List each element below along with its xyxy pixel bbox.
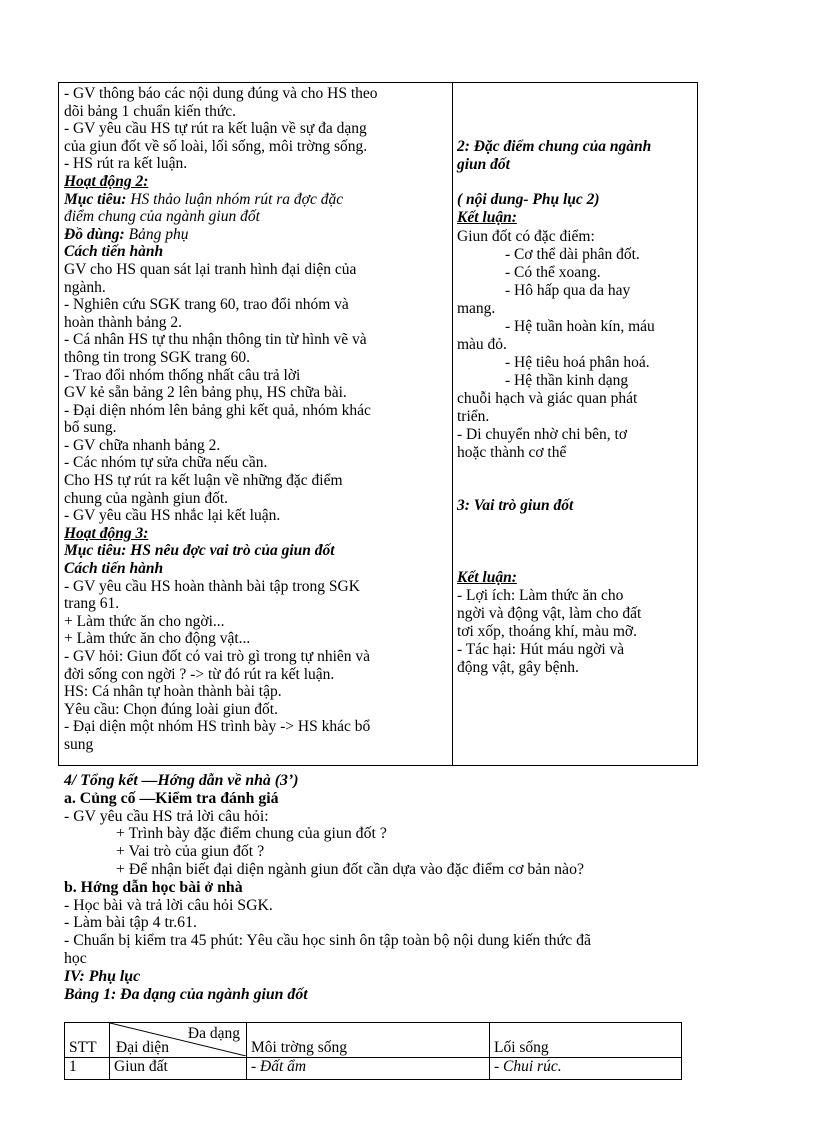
conclusion-label: Kết luận:: [457, 209, 517, 226]
appendix-heading: IV: Phụ lục: [64, 967, 141, 985]
method-heading: Cách tiến hành: [64, 243, 164, 261]
text-line: - Học bài và trả lời câu hỏi SGK.: [64, 896, 273, 914]
header-environment: Môi trờng sống: [247, 1023, 490, 1058]
goal-text: HS thảo luận nhóm rút ra đợc đặc: [126, 190, 344, 208]
text-line: Giun đốt có đặc điểm:: [457, 228, 595, 245]
text-line: triển.: [457, 408, 490, 425]
activity-2-goal: [64, 191, 448, 209]
question-item: + Trình bày đặc điểm chung của giun đốt ?: [116, 825, 387, 843]
text-line: - Hệ tiêu hoá phân hoá.: [505, 354, 650, 371]
text-line: tơi xốp, thoáng khí, màu mỡ.: [457, 623, 637, 640]
text-line: dõi bảng 1 chuẩn kiến thức.: [64, 102, 236, 120]
section-3-heading: 3: Vai trò giun đốt: [457, 497, 574, 514]
text-line: - Nghiên cứu SGK trang 60, trao đổi nhóm và: [64, 296, 349, 314]
text-line: HS: Cá nhân tự hoàn thành bài tập.: [64, 683, 282, 701]
text-line: - Di chuyển nhờ chi bên, tơ: [457, 426, 628, 443]
text-line: trang 61.: [64, 595, 120, 613]
header-representative: Đại diện: [116, 1039, 169, 1057]
conclusion-label: Kết luận:: [457, 569, 517, 586]
table-header-row: [65, 1023, 682, 1058]
text-line: - Các nhóm tự sửa chữa nếu cần.: [64, 454, 268, 472]
text-line: mang.: [457, 300, 496, 317]
text-line: - Đại diện nhóm lên bảng ghi kết quả, nhóm khác: [64, 401, 371, 419]
activity-2-heading: Hoạt động 2:: [64, 172, 149, 190]
activity-3-goal: Mục tiêu: HS nêu đợc vai trò của giun đốt: [64, 542, 335, 560]
text-line: chung của ngành giun đốt.: [64, 489, 229, 507]
text-line: - Hô hấp qua da hay: [505, 282, 631, 299]
diversity-table: [64, 1022, 682, 1080]
text-line: Yêu cầu: Chọn đúng loài giun đốt.: [64, 700, 278, 718]
question-item: + Vai trò của giun đốt ?: [116, 843, 265, 861]
table-1-caption: Bảng 1: Đa dạng của ngành giun đốt: [64, 985, 308, 1003]
text-line: hoàn thành bảng 2.: [64, 313, 182, 331]
text-line: + Làm thức ăn cho động vật...: [64, 630, 251, 648]
text-line: - GV chữa nhanh bảng 2.: [64, 436, 221, 454]
section-2-content-ref: ( nội dung- Phụ lục 2): [457, 191, 600, 208]
table-row: [65, 1058, 682, 1080]
text-line: động vật, gây bệnh.: [457, 659, 579, 676]
summary-section: [64, 772, 744, 1003]
cell-environment: - Đất ẩm: [247, 1058, 490, 1080]
activity-2-tools: [64, 226, 448, 244]
text-line: ngời và động vật, làm cho đất: [457, 605, 642, 622]
header-lifestyle: Lối sống: [490, 1023, 682, 1058]
text-line: GV kẻ sẵn bảng 2 lên bảng phụ, HS chữa bài.: [64, 384, 347, 402]
text-line: - Đại diện một nhóm HS trình bày -> HS khác bổ: [64, 718, 371, 736]
text-line: - GV hỏi: Giun đốt có vai trò gì trong tự nhiên và: [64, 648, 371, 665]
text-line: GV cho HS quan sát lại tranh hình đại diện của: [64, 260, 357, 278]
text-line: điểm chung của ngành giun đốt: [64, 208, 260, 226]
text-line: - Cơ thể dài phân đốt.: [505, 246, 640, 263]
text-line: - Làm bài tập 4 tr.61.: [64, 914, 197, 932]
lesson-table: [58, 82, 698, 766]
cell-name: Giun đất: [110, 1058, 247, 1080]
text-line: bổ sung.: [64, 419, 117, 437]
section-2-heading: giun đốt: [457, 156, 510, 173]
text-line: - Tác hại: Hút máu ngời và: [457, 641, 625, 658]
text-line: thông tin trong SGK trang 60.: [64, 348, 250, 366]
cell-lifestyle: - Chui rúc.: [490, 1058, 682, 1080]
header-diagonal-cell: [110, 1023, 247, 1058]
text-line: sung: [64, 735, 94, 753]
text-line: - GV yêu cầu HS nhắc lại kết luận.: [64, 507, 281, 525]
question-item: + Để nhận biết đại diện ngành giun đốt cần dựa vào đặc điểm cơ bản nào?: [116, 860, 584, 878]
text-line: - Lợi ích: Làm thức ăn cho: [457, 587, 624, 604]
text-line: hoặc thành cơ thể: [457, 444, 567, 461]
text-line: - GV yêu cầu HS tự rút ra kết luận về sự đa dạng: [64, 120, 367, 138]
text-line: - Cá nhân HS tự thu nhận thông tin từ hình vẽ và: [64, 331, 367, 349]
tools-label: Đồ dùng:: [64, 225, 125, 243]
text-line: - HS rút ra kết luận.: [64, 155, 188, 173]
section-2-heading: 2: Đặc điểm chung của ngành: [457, 138, 652, 155]
text-line: - Trao đổi nhóm thống nhất câu trả lời: [64, 366, 301, 384]
text-line: - GV yêu cầu HS hoàn thành bài tập trong SGK: [64, 577, 360, 595]
teacher-student-activities: [64, 85, 448, 754]
column-divider: [452, 83, 453, 765]
text-line: Cho HS tự rút ra kết luận về những đặc điểm: [64, 472, 343, 490]
text-line: chuỗi hạch và giác quan phát: [457, 390, 638, 407]
text-line: + Làm thức ăn cho ngời...: [64, 612, 225, 630]
subsection-b-heading: b. Hớng dẫn học bài ở nhà: [64, 878, 243, 896]
text-line: - Hệ thần kinh dạng: [505, 372, 629, 389]
tools-text: Bảng phụ: [124, 225, 189, 243]
text-line: - Hệ tuần hoàn kín, máu: [505, 318, 655, 335]
text-line: học: [64, 949, 87, 967]
text-line: màu đỏ.: [457, 336, 507, 353]
header-diversity: Đa dạng: [187, 1025, 240, 1042]
text-line: - Có thể xoang.: [505, 264, 601, 281]
section-4-heading: 4/ Tổng kết —Hớng dẫn về nhà (3’): [64, 772, 299, 789]
text-line: đời sống con ngời ? -> từ đó rút ra kết luận.: [64, 665, 335, 683]
text-line: - Chuẩn bị kiểm tra 45 phút: Yêu cầu học sinh ôn tập toàn bộ nội dung kiến thức đã: [64, 932, 591, 950]
subsection-a-heading: a. Củng cố —Kiểm tra đánh giá: [64, 789, 279, 807]
activity-3-heading: Hoạt động 3:: [64, 524, 149, 542]
cell-stt: 1: [65, 1058, 110, 1080]
text-line: - GV yêu cầu HS trả lời câu hỏi:: [64, 807, 269, 825]
text-line: của giun đốt về số loài, lối sống, môi trờng sống.: [64, 137, 368, 155]
method-heading: Cách tiến hành: [64, 560, 164, 578]
text-line: ngành.: [64, 278, 106, 296]
header-stt: STT: [65, 1023, 110, 1058]
text-line: - GV thông báo các nội dung đúng và cho HS theo: [64, 85, 378, 102]
goal-label: Mục tiêu:: [64, 190, 127, 208]
